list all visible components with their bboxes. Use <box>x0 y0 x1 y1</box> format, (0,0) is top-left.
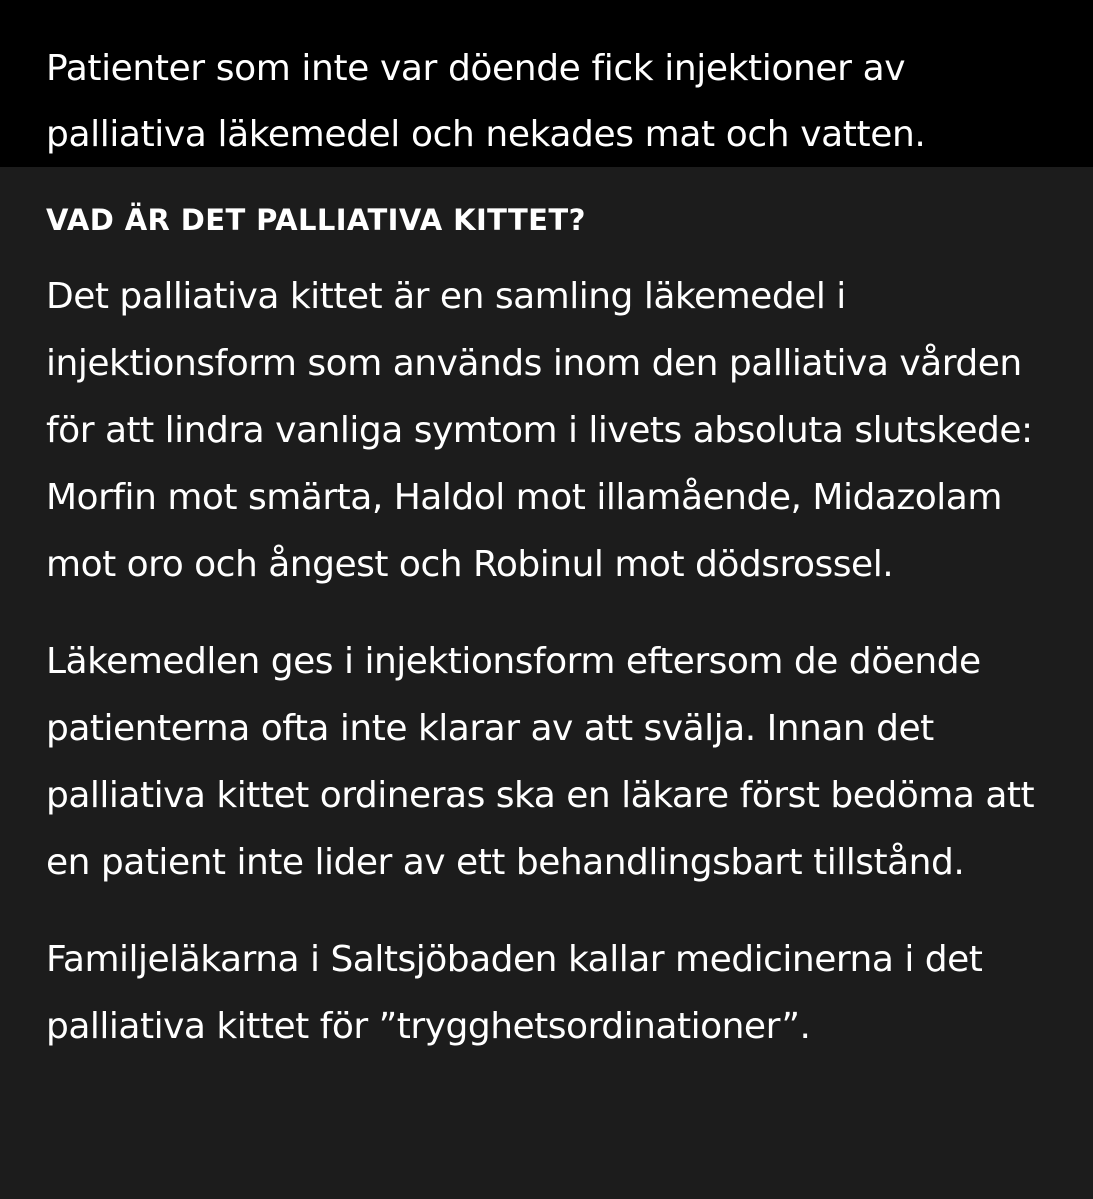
article-body <box>0 167 1093 1060</box>
caption-text: Patienter som inte var döende fick injektioner av palliativa läkemedel och nekades mat och vatten. <box>46 48 926 155</box>
paragraph-3: Familjeläkarna i Saltsjöbaden kallar medicinerna i det palliativa kittet för ”trygghetsordinationer”. <box>46 939 983 1047</box>
section-heading: VAD ÄR DET PALLIATIVA KITTET? <box>46 203 586 237</box>
image-caption <box>0 0 1093 167</box>
paragraph-1: Det palliativa kittet är en samling läkemedel i injektionsform som används inom den palliativa vården för att lindra vanliga symtom i livets absoluta slutskede: Morfin mot smärta, Haldol mot illamående, Midazolam mot oro och ångest och Robinul mot dödsrossel. <box>46 276 1033 585</box>
paragraph-2: Läkemedlen ges i injektionsform eftersom de döende patienterna ofta inte klarar av att svälja. Innan det palliativa kittet ordineras ska en läkare först bedöma att en patient inte lider av ett behandlingsbart tillstånd. <box>46 641 1035 883</box>
